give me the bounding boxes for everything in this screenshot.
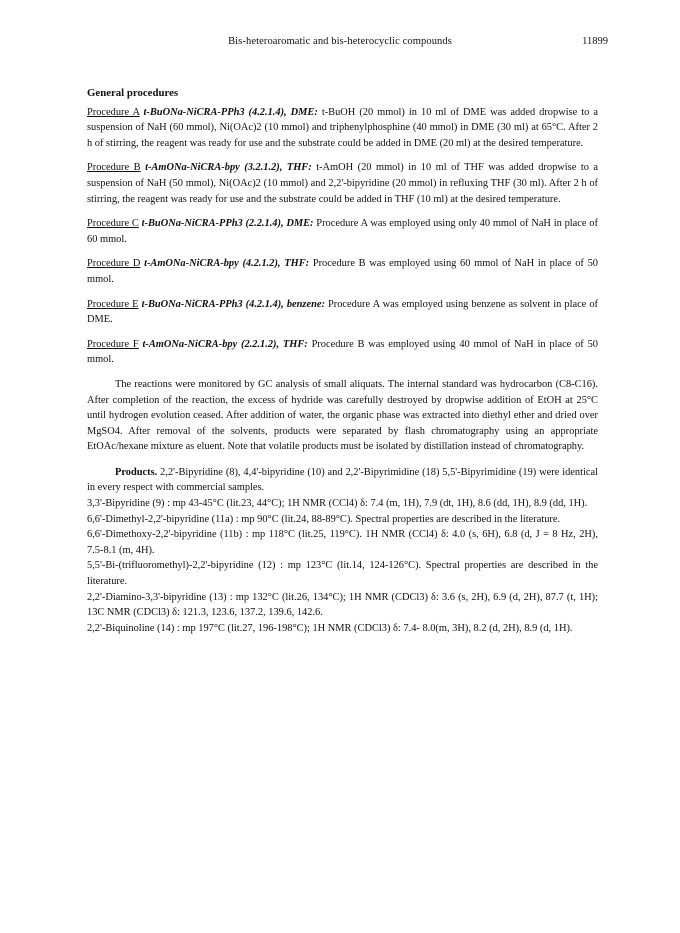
body-text <box>87 86 598 636</box>
procedure-reagent: t-AmONa-NiCRA-bpy (2.2.1.2), <box>142 338 280 350</box>
procedure-reagent: t-BuONa-NiCRA-PPh3 (2.2.1.4), <box>141 218 284 230</box>
procedure-solvent: THF: <box>284 258 310 270</box>
monitoring-paragraph: The reactions were monitored by GC analysis of small aliquats. The internal standard was hydrocarbon (C8-C16). After completion of the reaction, the excess of hydride was carefully destroyed by dropwise addition of EtOH at 25°C until hydrogen evolution ceased. After addition of water, the organic phase was extracted into diethyl ether and dried over MgSO4. After removal of the solvents, products were separated by flash chromatography using an appropriate EtOAc/hexane mixture as eluent. Note that volatile products must be isolated by distillation instead of chromatography. <box>87 378 598 453</box>
compound-entry: 2,2'-Biquinoline (14) : mp 197°C (lit.27, 196-198°C); 1H NMR (CDCl3) δ: 7.4- 8.0(m, 3H), 8.2 (d, 2H), 8.9 (d, 1H). <box>87 622 573 634</box>
procedure-text: Procedure B was employed using 40 mmol of NaH in place of 50 mmol. <box>87 338 598 366</box>
procedure-reagent: t-AmONa-NiCRA-bpy (4.2.1.2), <box>144 258 281 270</box>
products-intro-text: 2,2'-Bipyridine (8), 4,4'-bipyridine (10) and 2,2'-Bipyrimidine (18) 5,5'-Bipyrimidine (19) were identical in every respect with commercial samples. <box>87 466 598 494</box>
procedure-e <box>87 297 598 328</box>
procedure-label: Procedure A <box>87 106 140 118</box>
procedure-reagent: t-BuONa-NiCRA-PPh3 (4.2.1.4), <box>143 106 287 118</box>
procedure-label: Procedure D <box>87 258 141 270</box>
compound-entry: 2,2'-Diamino-3,3'-bipyridine (13) : mp 132°C (lit.26, 134°C); 1H NMR (CDCl3) δ: 3.6 (s, 2H), 6.9 (d, 2H), 87.7 (t, 1H); 13C NMR (CDCl3) δ: 121.3, 123.6, 137.2, 139.6, 142.6. <box>87 591 598 619</box>
compound-entry: 3,3'-Bipyridine (9) : mp 43-45°C (lit.23, 44°C); 1H NMR (CCl4) δ: 7.4 (m, 1H), 7.9 (dt, 1H), 8.6 (dd, 1H), 8.9 (dd, 1H). <box>87 498 588 510</box>
compound-entry: 6,6'-Dimethyl-2,2'-bipyridine (11a) : mp 90°C (lit.24, 88-89°C). Spectral properties are described in the literature. <box>87 513 561 525</box>
procedure-text: Procedure B was employed using 60 mmol of NaH in place of 50 mmol. <box>87 258 598 285</box>
procedure-text: t-AmOH (20 mmol) in 10 ml of THF was added dropwise to a suspension of NaH (50 mmol), Ni(OAc)2 (10 mmol) and 2,2'-bipyridine (20 mmol) in refluxing THF (30 ml). After 2 h of stirring, the reagent was ready for use and the substrate could be added in THF (10 ml) at the desired temperature. <box>87 162 599 205</box>
compound-entry: 6,6'-Dimethoxy-2,2'-bipyridine (11b) : mp 118°C (lit.25, 119°C). 1H NMR (CCl4) δ: 4.0 (s, 6H), 6.8 (d, J = 8 Hz, 2H), 7.5-8.1 (m, 4H). <box>87 529 598 556</box>
procedure-f <box>87 337 598 368</box>
procedure-text: Procedure A was employed using benzene as solvent in place of DME. <box>87 298 598 326</box>
procedure-b <box>87 160 598 207</box>
procedure-solvent: DME: <box>290 106 318 118</box>
procedure-d <box>87 256 598 287</box>
procedure-solvent: THF: <box>282 338 308 350</box>
procedure-label: Procedure E <box>87 298 139 310</box>
running-header <box>0 34 680 50</box>
running-title: Bis-heteroaromatic and bis-heterocyclic compounds <box>228 36 452 47</box>
procedure-label: Procedure C <box>87 218 139 230</box>
procedure-a <box>87 105 598 152</box>
procedure-reagent: t-BuONa-NiCRA-PPh3 (4.2.1.4), <box>141 298 284 310</box>
products-section <box>87 465 598 637</box>
procedure-label: Procedure F <box>87 338 139 350</box>
procedure-solvent: benzene: <box>286 298 325 310</box>
procedure-text: Procedure A was employed using only 40 mmol of NaH in place of 60 mmol. <box>87 218 598 245</box>
page-number: 11899 <box>582 36 608 47</box>
procedure-solvent: DME: <box>286 218 314 230</box>
compound-entry: 5,5'-Bi-(trifluoromethyl)-2,2'-bipyridine (12) : mp 123°C (lit.14, 124-126°C). Spectral properties are described in the literature. <box>87 560 598 588</box>
procedure-c <box>87 216 598 247</box>
products-intro <box>87 465 598 496</box>
procedure-solvent: THF: <box>286 162 312 174</box>
procedure-reagent: t-AmONa-NiCRA-bpy (3.2.1.2), <box>145 162 283 174</box>
products-heading: Products. <box>115 466 158 478</box>
procedure-text: t-BuOH (20 mmol) in 10 ml of DME was added dropwise to a suspension of NaH (60 mmol), Ni(OAc)2 (10 mmol) and triphenylphosphine (40 mmol) in DME (30 ml) at 65°C. After 2 h of stirring, the reagent was ready for use and the substrate could be added in DME (20 ml) at the desired temperature. <box>87 106 598 149</box>
general-procedures-heading: General procedures <box>87 87 179 99</box>
procedure-label: Procedure B <box>87 162 141 174</box>
